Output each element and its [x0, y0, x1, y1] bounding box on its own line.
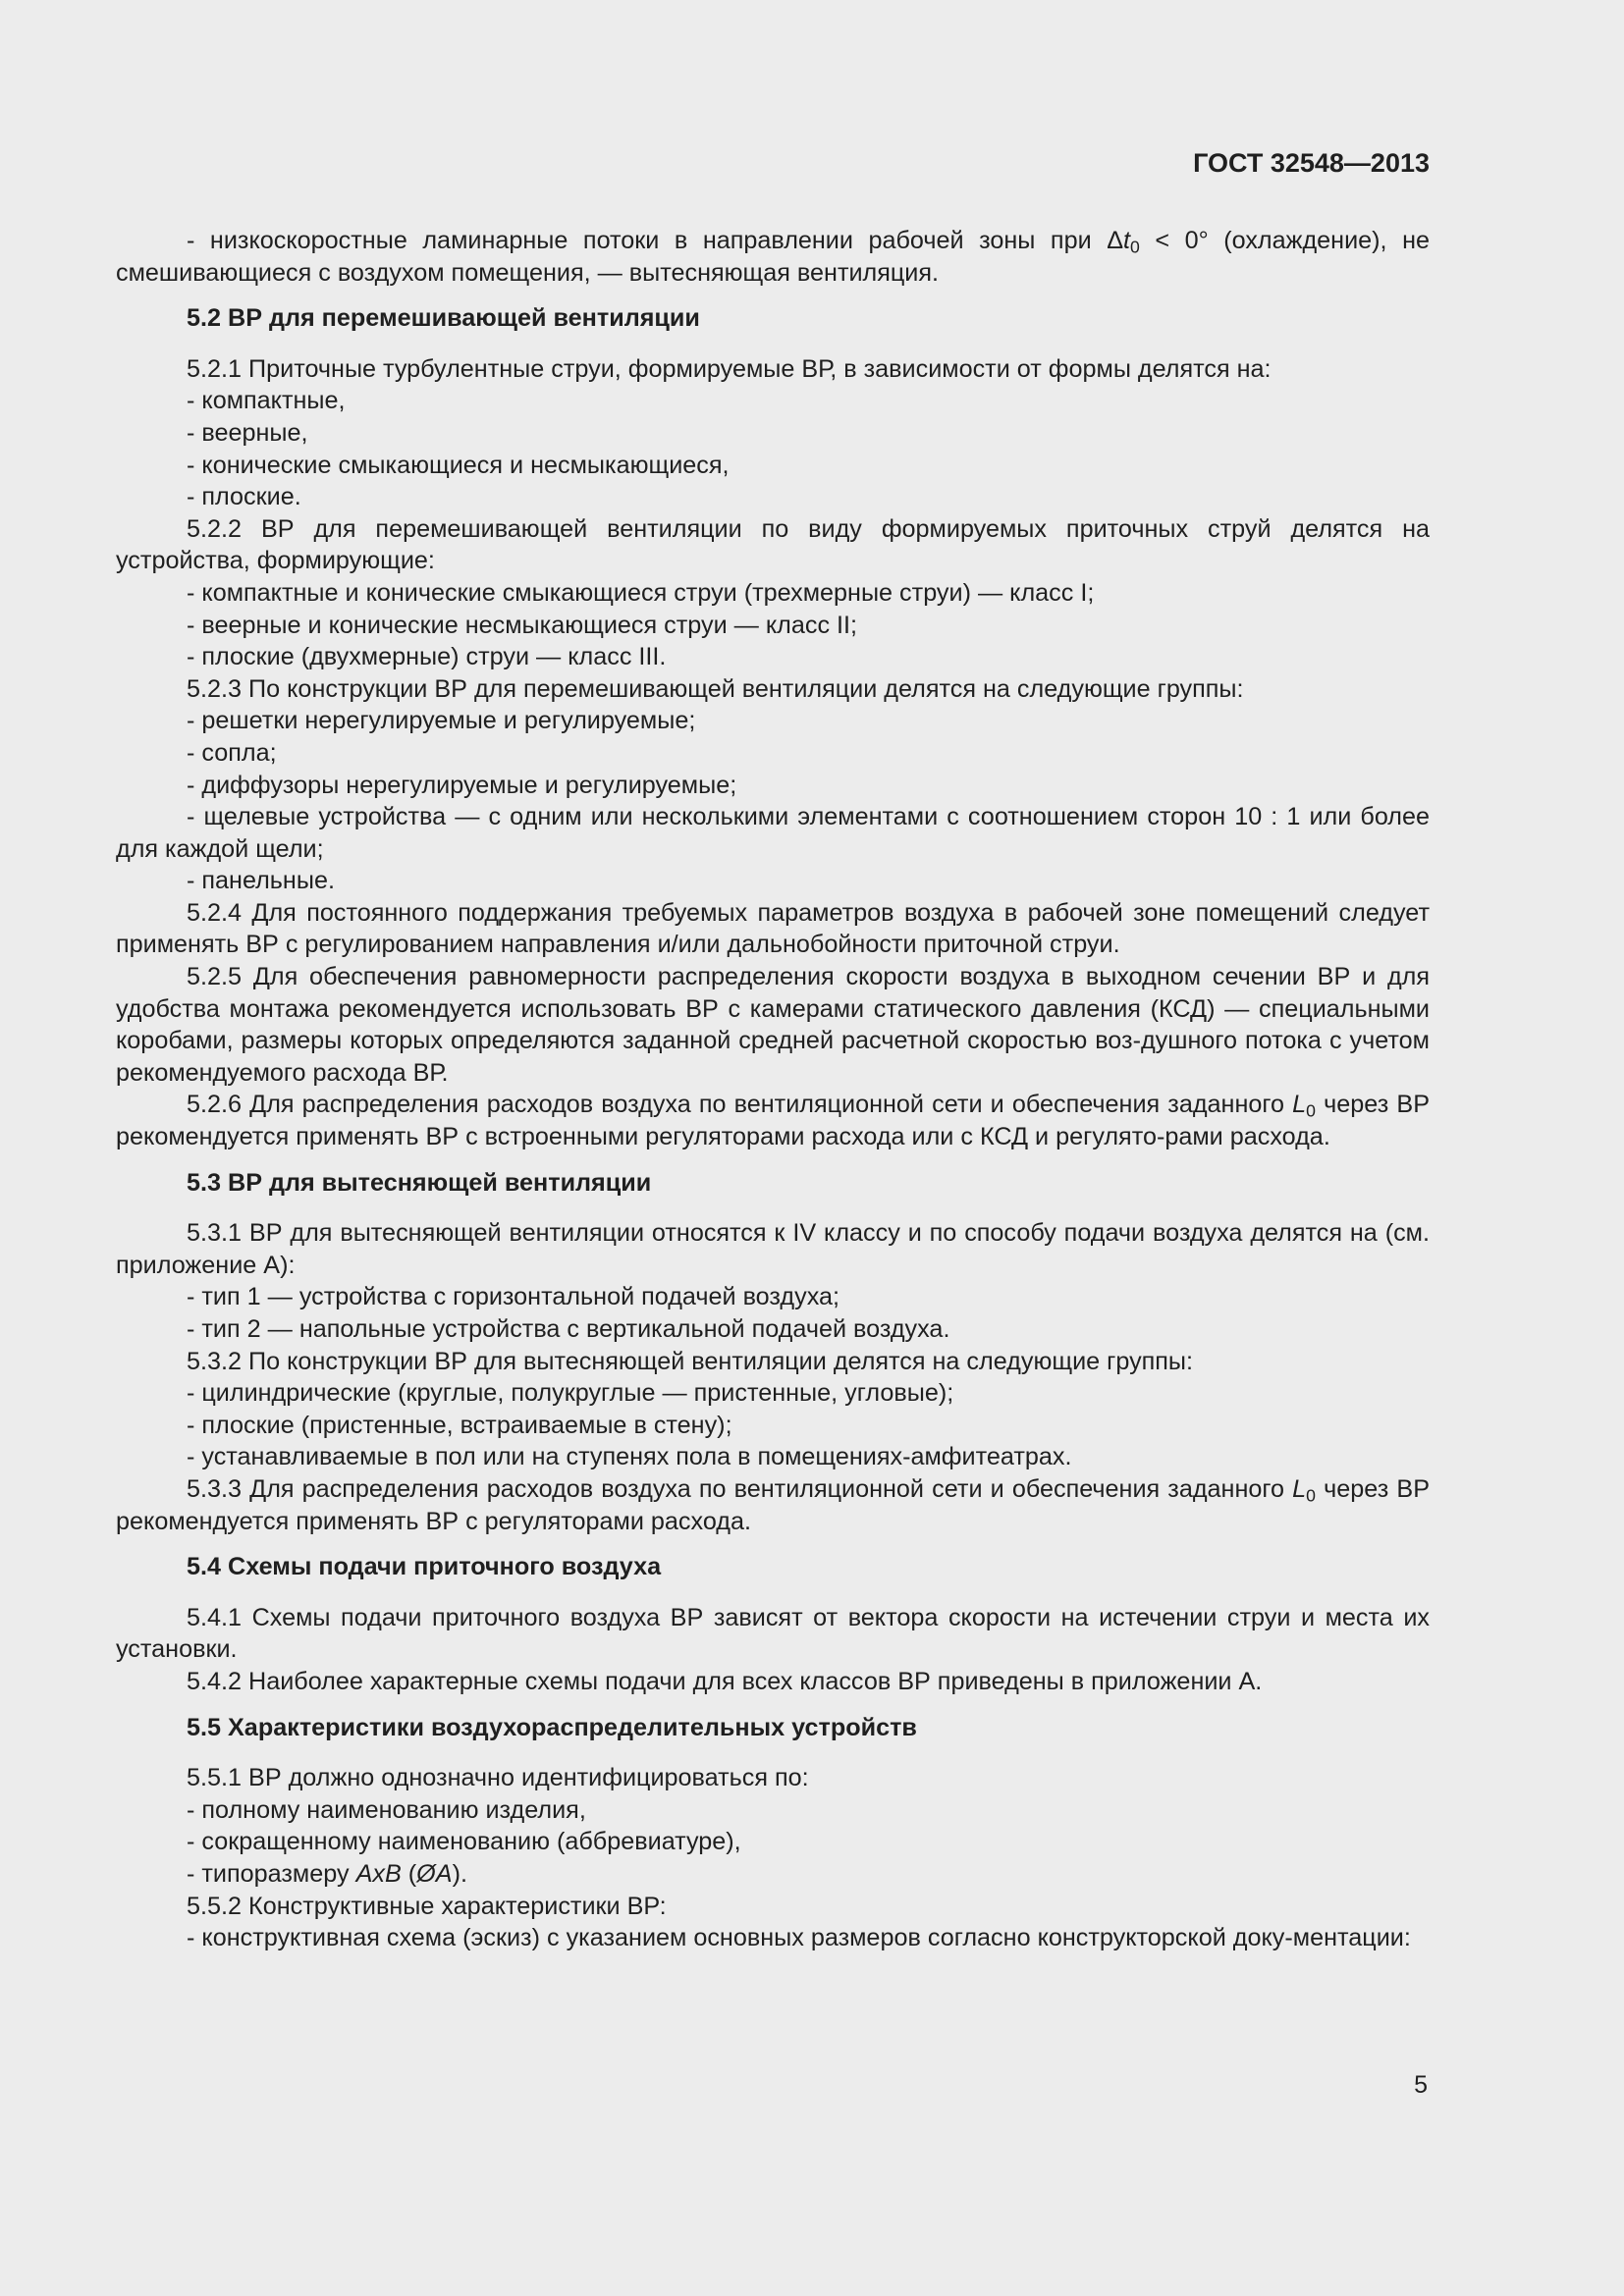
list-item: - плоские (пристенные, встраиваемые в стену); [187, 1411, 732, 1439]
paragraph-5-4-2: 5.4.2 Наиболее характерные схемы подачи для всех классов ВР приведены в приложении А. [187, 1667, 1263, 1695]
symbol-delta: Δ [1107, 227, 1124, 254]
symbol-t: t [1123, 227, 1131, 254]
paragraph-5-2-4: 5.2.4 Для постоянного поддержания требуемых параметров воздуха в рабочей зоне помещений следует применять ВР с регулированием направления и/или дальнобойности приточной струи. [116, 898, 1430, 959]
text: через ВР рекомендуется применять ВР с регуляторами расхода. [116, 1474, 1430, 1535]
symbol-diameter-a: ØA [416, 1859, 453, 1888]
text: 5.2.6 Для распределения расходов воздуха по вентиляционной сети и обеспечения заданного [187, 1091, 1293, 1119]
list-item: - тип 1 — устройства с горизонтальной подачей воздуха; [187, 1283, 840, 1311]
paragraph-intro [116, 225, 1430, 289]
paragraph-5-5-2: 5.5.2 Конструктивные характеристики ВР: [187, 1892, 667, 1920]
list-item: - диффузоры нерегулируемые и регулируемые; [187, 771, 737, 799]
section-heading-5-3: 5.3 ВР для вытесняющей вентиляции [187, 1168, 652, 1197]
list-item: - плоские. [187, 483, 301, 511]
list-item: - сокращенному наименованию (аббревиатуре), [187, 1828, 741, 1856]
list-item: - решетки нерегулируемые и регулируемые; [187, 707, 696, 735]
section-heading-5-4: 5.4 Схемы подачи приточного воздуха [187, 1553, 662, 1581]
paragraph-5-3-3 [116, 1473, 1430, 1537]
list-item: - компактные, [187, 387, 346, 415]
symbol-l: L [1292, 1091, 1307, 1119]
list-item: - компактные и конические смыкающиеся струи (трехмерные струи) — класс I; [187, 578, 1095, 607]
text: ). [452, 1859, 467, 1888]
list-item: - щелевые устройства — с одним или несколькими элементами с соотношением сторон 10 : 1 или более для каждой щели; [116, 803, 1430, 863]
list-item: - цилиндрические (круглые, полукруглые — пристенные, угловые); [187, 1379, 954, 1408]
list-item: - конические смыкающиеся и несмыкающиеся, [187, 451, 730, 479]
list-item: - конструктивная схема (эскиз) с указанием основных размеров согласно конструкторской доку-ментации: [187, 1924, 1411, 1952]
text: через ВР рекомендуется применять ВР с встроенными регуляторами расхода или с КСД и регулято-рами расхода. [116, 1091, 1430, 1151]
paragraph-5-3-1: 5.3.1 ВР для вытесняющей вентиляции относятся к IV классу и по способу подачи воздуха делятся на (см. приложение А): [116, 1219, 1430, 1279]
paragraph-5-5-1: 5.5.1 ВР должно однозначно идентифицироваться по: [187, 1764, 809, 1792]
page-number: 5 [1414, 2071, 1428, 2099]
paragraph-5-2-6 [116, 1089, 1430, 1152]
list-item: - плоские (двухмерные) струи — класс III. [187, 643, 667, 671]
text: - типоразмеру [187, 1859, 356, 1888]
paragraph-5-2-1: 5.2.1 Приточные турбулентные струи, формируемые ВР, в зависимости от формы делятся на: [187, 354, 1272, 383]
list-item: - полному наименованию изделия, [187, 1795, 586, 1824]
subscript: 0 [1306, 1485, 1316, 1506]
symbol-axb: AxB [355, 1859, 402, 1888]
paragraph-5-2-3: 5.2.3 По конструкции ВР для перемешивающей вентиляции делятся на следующие группы: [187, 674, 1244, 703]
paragraph-5-3-2: 5.3.2 По конструкции ВР для вытесняющей вентиляции делятся на следующие группы: [187, 1347, 1194, 1375]
text: - низкоскоростные ламинарные потоки в направлении рабочей зоны при [187, 227, 1108, 254]
list-item [116, 1858, 1430, 1891]
paragraph-5-4-1: 5.4.1 Схемы подачи приточного воздуха ВР зависят от вектора скорости на истечении струи и места их установки. [116, 1603, 1430, 1664]
subscript: 0 [1130, 237, 1140, 257]
paragraph-5-2-5: 5.2.5 Для обеспечения равномерности распределения скорости воздуха в выходном сечении ВР и для удобства монтажа рекомендуется использовать ВР с камерами статического давления (КСД) — специальными коробами, размеры которых определяются заданной средней расчетной скоростью воз-душного потока с учетом рекомендуемого расхода ВР. [116, 963, 1430, 1087]
subscript: 0 [1306, 1100, 1316, 1121]
list-item: - тип 2 — напольные устройства с вертикальной подачей воздуха. [187, 1315, 950, 1343]
text: ( [401, 1859, 417, 1888]
document-body [116, 225, 1430, 1954]
paragraph-5-2-2: 5.2.2 ВР для перемешивающей вентиляции по виду формируемых приточных струй делятся на устройства, формирующие: [116, 514, 1430, 575]
section-heading-5-2: 5.2 ВР для перемешивающей вентиляции [187, 304, 700, 333]
symbol-l: L [1292, 1474, 1307, 1503]
document-header: ГОСТ 32548—2013 [1193, 148, 1430, 178]
list-item: - веерные и конические несмыкающиеся струи — класс II; [187, 611, 858, 639]
section-heading-5-5: 5.5 Характеристики воздухораспределительных устройств [187, 1713, 917, 1741]
text: 5.3.3 Для распределения расходов воздуха по вентиляционной сети и обеспечения заданного [187, 1474, 1293, 1503]
text: < 0° (охлаждение), не смешивающиеся с воздухом помещения, — вытесняющая вентиляция. [116, 227, 1431, 287]
list-item: - панельные. [187, 867, 335, 895]
list-item: - устанавливаемые в пол или на ступенях пола в помещениях-амфитеатрах. [187, 1443, 1072, 1471]
list-item: - веерные, [187, 418, 308, 447]
list-item: - сопла; [187, 738, 277, 767]
